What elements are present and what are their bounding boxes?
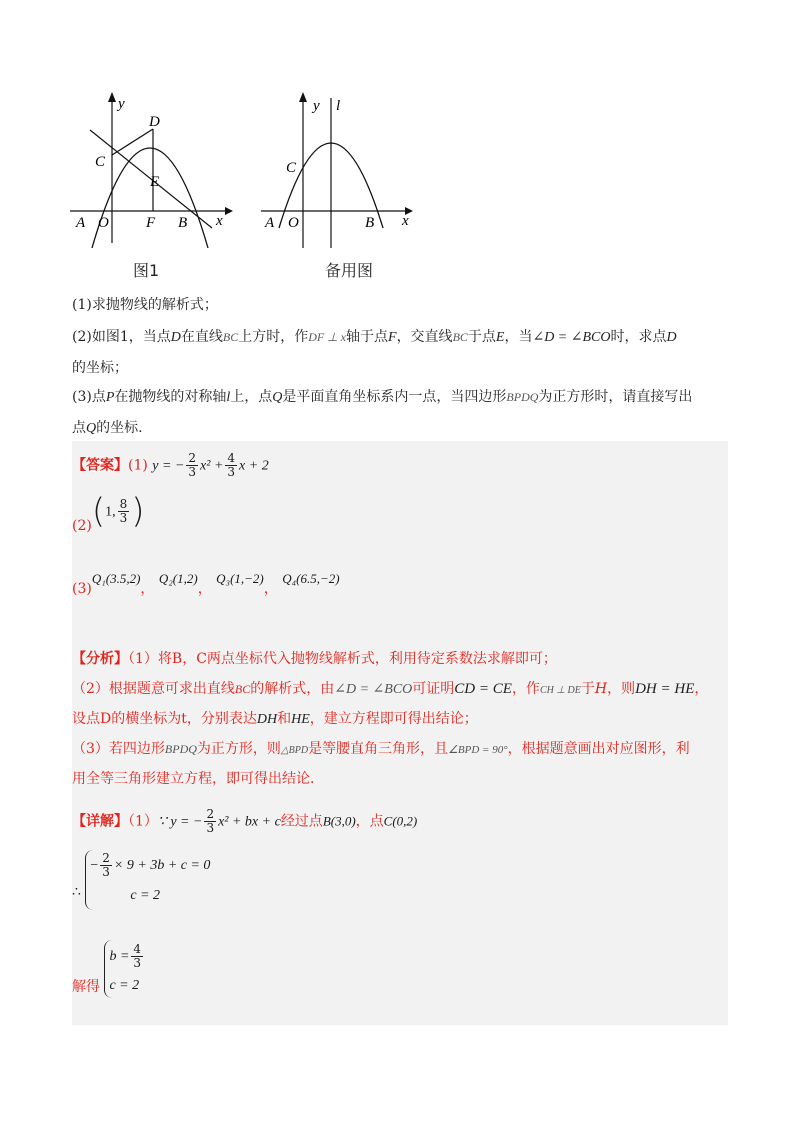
label-c: C bbox=[95, 154, 106, 170]
figure-2 bbox=[255, 88, 430, 258]
label-y: y bbox=[118, 96, 125, 112]
question-part-3: (3)点P在抛物线的对称轴l上，点Q是平面直角坐标系内一点，当四边形BPDQ为正方形时，请直接写出 点Q的坐标. bbox=[72, 389, 693, 436]
brace: − $\frac{2}{3}$ × 9 + 3b + c = 0 c = 2 bbox=[85, 850, 210, 910]
label-d: D bbox=[149, 114, 160, 130]
fraction: $\frac{8}{3}$ bbox=[119, 497, 128, 525]
question-part-1: (1)求抛物线的解析式； bbox=[72, 297, 218, 313]
y-axis-arrow bbox=[299, 92, 307, 102]
detail-1: 【详解】（1）∵ y = − $\frac{2}{3}$ x² + bx + c经过点B(3,0)，点C(0,2) bbox=[72, 807, 418, 835]
figure-1-caption: 图1 bbox=[133, 261, 160, 280]
label-l: l bbox=[336, 98, 341, 114]
analysis-3: （3）若四边形BPDQ为正方形，则△BPD是等腰直角三角形，且∠BPD = 90°，根据题意画出对应图形，利 bbox=[72, 741, 690, 757]
analysis-3b: 用全等三角形建立方程，即可得出结论. bbox=[72, 771, 315, 787]
analysis-1: 【分析】（1）将B，C两点坐标代入抛物线解析式，利用待定系数法求解即可； bbox=[72, 651, 557, 667]
fraction: $\frac{2}{3}$ bbox=[206, 807, 215, 835]
solution: 解得 b = $\frac{4}{3}$ c = 2 bbox=[72, 940, 145, 998]
label-o: O bbox=[98, 215, 109, 231]
answer-1: 【答案】(1) y = − $\frac{2}{3}$ x² + $\frac{4}{3}$ x + 2 bbox=[72, 451, 269, 479]
label-c: C bbox=[286, 160, 297, 176]
answer-box bbox=[72, 441, 728, 1025]
label-b: B bbox=[365, 215, 375, 231]
figure-1 bbox=[70, 88, 240, 258]
label-y: y bbox=[313, 98, 320, 114]
fraction: $\frac{2}{3}$ bbox=[188, 451, 197, 479]
answer-2: (2)(1, $\frac{8}{3}$ ) bbox=[72, 491, 145, 534]
figure-2-graph bbox=[255, 88, 430, 258]
label-a: A bbox=[76, 215, 86, 231]
label-b: B bbox=[178, 215, 188, 231]
fraction: $\frac{4}{3}$ bbox=[133, 941, 142, 970]
label-f: F bbox=[146, 215, 156, 231]
label-x: x bbox=[402, 213, 409, 229]
figure-1-graph bbox=[70, 88, 240, 258]
label-x: x bbox=[216, 213, 223, 229]
x-axis-arrow bbox=[225, 207, 233, 215]
label-a: A bbox=[265, 215, 275, 231]
y-axis-arrow bbox=[108, 92, 116, 102]
analysis-2: （2）根据题意可求出直线BC的解析式，由∠D = ∠BCO可证明CD = CE，作CH ⊥ DE于H，则DH = HE， bbox=[72, 681, 709, 697]
equation-system: ∴ − $\frac{2}{3}$ × 9 + 3b + c = 0 c = 2 bbox=[72, 850, 210, 910]
answer-3: (3)Q₁(3.5,2)， Q₂(1,2)， Q₃(1,−2)， Q₄(6.5,−2) bbox=[72, 571, 340, 597]
question-part-2: (2)如图1，当点D在直线BC上方时，作DF ⊥ x轴于点F，交直线BC于点E，当∠D = ∠BCO时，求点D 的坐标； bbox=[72, 329, 677, 376]
brace: b = $\frac{4}{3}$ c = 2 bbox=[104, 940, 145, 998]
fraction: $\frac{4}{3}$ bbox=[227, 451, 236, 479]
segment-cd bbox=[112, 129, 153, 155]
analysis-2b: 设点D的横坐标为t，分别表达DH和HE，建立方程即可得出结论； bbox=[72, 711, 478, 727]
figure-2-caption: 备用图 bbox=[325, 261, 374, 280]
label-o: O bbox=[288, 215, 299, 231]
parabola bbox=[92, 148, 208, 248]
fraction: $\frac{2}{3}$ bbox=[102, 850, 110, 879]
label-e: E bbox=[150, 174, 160, 190]
